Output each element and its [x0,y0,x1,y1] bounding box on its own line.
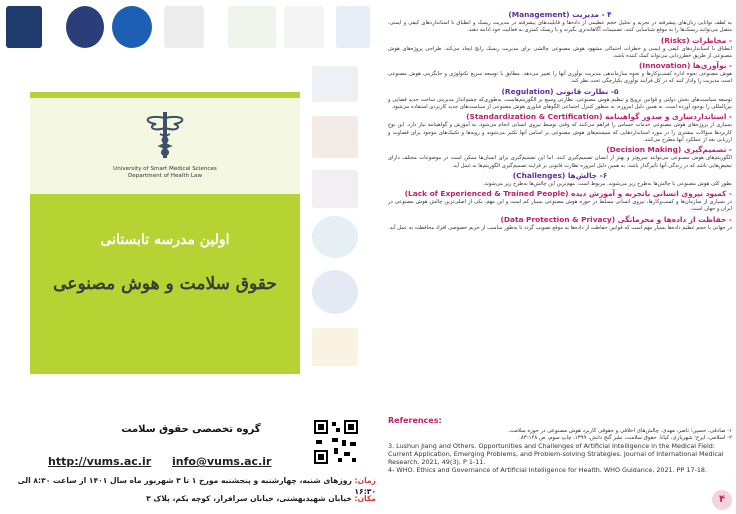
section [388,145,732,170]
references-list [388,428,732,474]
right-content [388,10,732,233]
logo-4 [164,6,204,48]
ihla-logo [312,328,358,366]
section-text: الگوریتم‌های هوش مصنوعی می‌توانند سریع‌تر و بهتر از انسان تصمیم‌گیری کنند. اما این تصمیم‌گیری برای انسان‌ها ممکن است در موضوعات مختلف دارای تبعیض‌هایی باشد که در زندگی آنها تأثیرگذار باشد. به همین دلیل امروزه نظارت قانونی بر فرایند تصمیم‌گیری الگوریتم‌ها به عمل آید. [388,155,732,169]
cover-title-1: اولین مدرسه تابستانی [100,232,230,248]
section-heading: - کمبود نیروی انسانی باتجربه و آموزش دیده (Lack of Experienced & Trained People) [404,189,732,199]
anglia-ruskin-logo [312,170,358,208]
references-heading: References: [388,416,442,425]
section-heading: - نوآوری‌ها (Innovation) [638,61,732,71]
section [388,189,732,214]
cover-header [30,98,300,194]
section-text: انطباق با استانداردهای کیفی و ایمنی و خطرات احتمالی مشهود هوش مصنوعی چالشی برای مدیریت ریسک رایج ایجاد می‌کند. طراحی پروژه‌های هوش مصنوعی از طریق خطرزدایی می‌تواند کمک کننده باشد. [388,45,732,59]
time-text: روزهای شنبه، چهارشنبه و پنجشنبه مورخ ۱ تا ۳ شهریور ماه سال ۱۴۰۱ از ساعت ۸:۳۰ الی ۱۶:۳۰ [17,476,376,496]
section-heading: - حفاظت از داده‌ها و محرمانگی (Data Protection & Privacy) [500,214,732,224]
place-label: مکان: [354,494,376,503]
logo-2 [66,6,104,48]
reference-item: 3. Lushun Jiang and Others. Opportunities and Challenges of Artificial Intelligence in the Medical Field: Current Application, Emerging Problems, and Problem-solving Strategies. Journal of International Medical Research, 2021, 49(3), P 1-11. [388,442,724,467]
section-heading: ۶- چالش‌ها (Challenges) [512,170,608,180]
website-link[interactable]: http://vums.ac.ir [48,455,152,468]
section-heading: - مخاطرات (Risks) [660,35,732,45]
contact-links [0,455,382,469]
place-text: خیابان شهیدبهشتی، خیابان سرافراز، کوچه یکم، پلاک ۳ [146,494,352,503]
cover-title-2: حقوق سلامت و هوش مصنوعی [53,274,277,294]
place-info [4,494,376,503]
section-text: توسعه سیاست‌های بخش دولتی و قوانین ترویج و تنظیم هوش مصنوعی، نظارتی وسیع بر الگوریتم‌هاست. به‌طوری‌که چشم‌انداز مدیریتی ساخت جدید قضایی و بین‌المللی را بوجود آورده است. به همین دلیل امروزه، به منظور کنترل اجتماعی الگوهای فناوری هوش مصنوعی از سیاست‌های جدید کاربردی استفاده می‌شود. [388,96,732,111]
section-text: بسیاری از پروژه‌های هوش مصنوعی خدمات حساس را فراهم می‌کنند که وقتی توسط نیروی انسانی انجام می‌شود، به آموزش و گواهینامه نیاز دارد. این نوع کاربردها سؤالات بیشتری را در مورد استانداردهایی که سیستم‌های هوش مصنوعی بر اساس آنها تکثیر می‌شوند و رویه‌ها و تکنیک‌های موجود برای قضاوت و ارزیابی بعد از عملکرد آنها مطرح می‌کنند. [388,122,732,143]
book-cover [30,92,300,374]
group-name: گروه تخصصی حقوق سلامت [121,424,261,435]
paris-saclay-logo [312,66,358,102]
section-text: در بسیاری از سازمان‌ها و کسب‌وکارها، نیروی انسانی مسلط در حوزه هوش مصنوعی بسیار کم است و این مهم، یکی از اصلی‌ترین چالش هوش مصنوعی در ایران و جهان است. [388,199,732,213]
section [388,112,732,144]
logo-3 [112,6,152,48]
logo-7 [336,6,370,48]
section-heading: - تصمیم‌گیری (Decision Making) [606,145,732,155]
section [388,215,732,232]
ila-logo [312,270,358,314]
section-text: به لطف توانایی زبان‌های پیشرفته در تجزیه و تحلیل حجم عظیمی از داده‌ها و قابلیت‌های پیشرفته در مدیریت ریسک و انطباق با استانداردهای کیفی و ایمنی، متقبل می‌توانند ریسک‌ها را به موقع شناسایی کنند، تصمیمات آگاهانه‌تری بگیرند و با ریسک کمتری به فعالیت خود ادامه دهند. [388,20,732,34]
section-heading: - استانداردسازی و صدور گواهینامه (Standardization & Certification) [466,112,732,122]
page-number: ۴ [712,490,732,510]
section-text: هوش مصنوعی نحوه اداره کسب‌وکارها و نحوه سازماندهی مدیریت نوآوری آنها را تغییر می‌دهد. مطابق با توسعه سریع تکنولوژی و جایگزینی هوش مصنوعی است مدیریت را وادار کنند که در کل فرآیند نوآوری یکپارچگی تحت نظر کند. [388,71,732,85]
section-text: در جهانی با حجم عظیم داده‌ها بسیار مهم است که قوانین حفاظت از داده‌ها به موقع تصویب گردد تا به‌طور مناسب از حریم خصوصی افراد محافظت به عمل آید. [388,224,732,231]
top-logos-row [6,6,378,48]
page-edge-border [736,0,743,514]
email-link[interactable]: info@vums.ac.ir [172,455,272,468]
time-label: زمان: [354,476,376,485]
reims-logo [312,116,358,158]
logo-6 [284,6,324,48]
university-line1: University of Smart Medical Sciences [113,166,217,172]
logo-5 [228,6,276,48]
section-heading: ۴ - مدیریت (Management) [508,10,612,19]
reference-item: ۲- اسلامی، ایرج؛ شهریاری، کیانا. حقوق سلامت، نشر گنج دانش، ۱۳۹۹، چاپ سوم، ص ۱۴۸-۸۳. [519,435,732,442]
oskobar-logo [312,216,358,258]
section [388,36,732,61]
caduceus-icon [138,108,192,162]
section [388,87,732,112]
cover-university [30,166,300,180]
section-heading: ۵- نظارت قانونی (Regulation) [501,86,619,96]
section [388,171,732,188]
poster-right-panel [382,0,743,514]
section [388,61,732,86]
reference-item: 4- WHO. Ethics and Governance of Artificial Intelligence for Health. WHO Guidance, 2021. PP 17-18. [388,466,707,475]
university-line2: Department of Health Law [127,173,203,179]
section [388,10,732,35]
section-text: بطور کلی هوش مصنوعی با چالش‌ها به‌طرح زیر می‌شوند. مربوط است. مهم‌ترین این چالش‌ها به‌طرح زیر می‌شوند. [483,180,732,187]
reference-item: ۱- صادقی، حسین؛ ناصر، مهدی. چالش‌های اخلاقی و حقوقی کاربرد هوش مصنوعی در حوزه سلامت. [507,428,732,434]
logo-1 [6,6,42,48]
